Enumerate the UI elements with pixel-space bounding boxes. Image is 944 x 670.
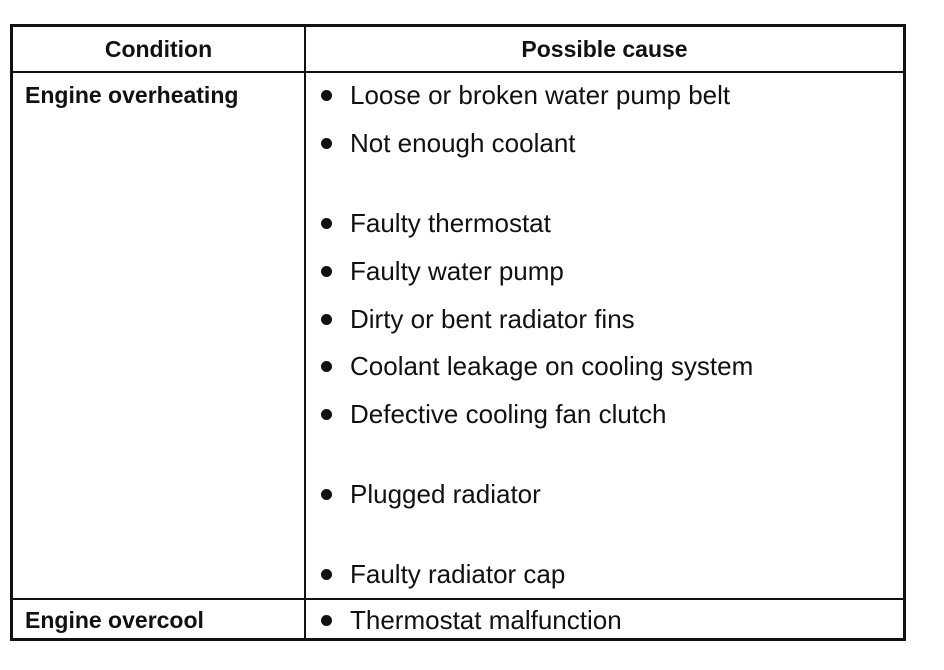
cause-item (321, 350, 753, 382)
header-divider (13, 71, 903, 73)
cause-text: Thermostat malfunction (350, 604, 622, 635)
cause-item (321, 255, 564, 287)
cause-text: Defective cooling fan clutch (350, 398, 667, 429)
bullet-icon (321, 90, 332, 101)
cause-item (321, 79, 730, 111)
cause-text: Faulty radiator cap (350, 558, 566, 589)
cause-text: Faulty thermostat (350, 207, 551, 238)
cause-text: Coolant leakage on cooling system (350, 350, 754, 381)
bullet-icon (321, 615, 332, 626)
cause-item (321, 207, 551, 239)
condition-engine-overcool: Engine overcool (25, 607, 204, 633)
bullet-icon (321, 266, 332, 277)
cause-item (321, 303, 635, 335)
cause-text: Plugged radiator (350, 478, 541, 509)
cause-text: Faulty water pump (350, 255, 564, 286)
bullet-icon (321, 361, 332, 372)
bullet-icon (321, 569, 332, 580)
header-condition: Condition (104, 35, 213, 62)
header-possible-cause: Possible cause (521, 35, 688, 62)
cause-item (321, 478, 541, 510)
bullet-icon (321, 138, 332, 149)
bullet-icon (321, 409, 332, 420)
cause-item (321, 604, 622, 636)
cause-item (321, 127, 576, 159)
bullet-icon (321, 218, 332, 229)
condition-engine-overheating: Engine overheating (25, 82, 239, 108)
row-divider (13, 598, 903, 600)
cooling-troubleshooting-table (10, 24, 906, 641)
bullet-icon (321, 314, 332, 325)
cause-item (321, 558, 565, 590)
cause-text: Loose or broken water pump belt (350, 79, 731, 110)
cause-text: Not enough coolant (350, 127, 576, 158)
column-divider (304, 27, 306, 638)
bullet-icon (321, 489, 332, 500)
cause-text: Dirty or bent radiator fins (350, 303, 635, 334)
cause-item (321, 398, 667, 430)
